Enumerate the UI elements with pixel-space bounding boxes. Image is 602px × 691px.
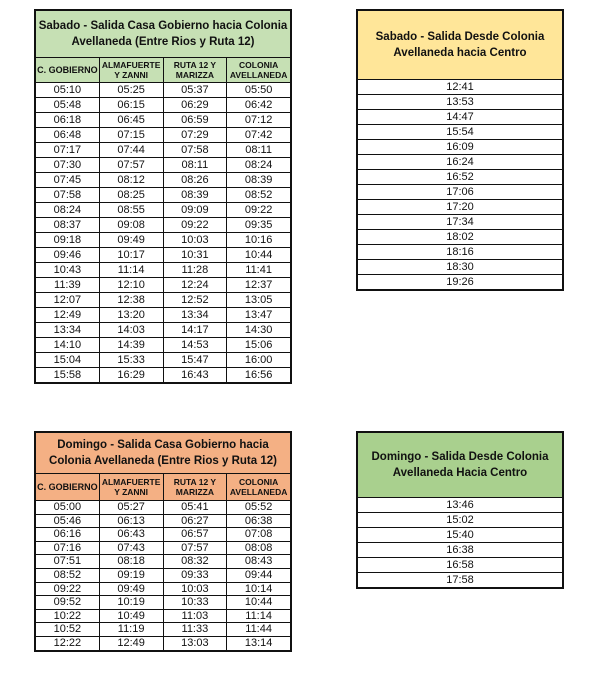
table-row	[36, 128, 291, 143]
table-row	[36, 188, 291, 203]
table-row	[358, 185, 563, 200]
table-row	[36, 263, 291, 278]
time-cell: 08:12	[99, 173, 163, 188]
time-cell: 09:49	[99, 582, 163, 596]
time-cell: 12:52	[163, 293, 227, 308]
table-row	[36, 173, 291, 188]
time-cell: 16:09	[358, 140, 563, 155]
time-cell: 15:04	[36, 353, 100, 368]
time-cell: 14:10	[36, 338, 100, 353]
time-cell: 10:31	[163, 248, 227, 263]
time-cell: 05:37	[163, 83, 227, 98]
time-cell: 07:08	[227, 528, 291, 542]
time-cell: 14:53	[163, 338, 227, 353]
time-cell: 14:17	[163, 323, 227, 338]
time-cell: 06:13	[99, 514, 163, 528]
time-cell: 07:29	[163, 128, 227, 143]
column-header: C. GOBIERNO	[36, 58, 100, 83]
time-cell: 10:03	[163, 233, 227, 248]
column-header: COLONIA AVELLANEDA	[227, 474, 291, 501]
table-row	[358, 170, 563, 185]
time-cell: 07:43	[99, 541, 163, 555]
time-cell: 05:52	[227, 501, 291, 515]
time-cell: 05:46	[36, 514, 100, 528]
column-header: RUTA 12 Y MARIZZA	[163, 58, 227, 83]
time-cell: 16:58	[358, 558, 563, 573]
table-row	[36, 568, 291, 582]
time-cell: 08:39	[227, 173, 291, 188]
table-row	[36, 501, 291, 515]
time-cell: 10:19	[99, 596, 163, 610]
time-cell: 06:18	[36, 113, 100, 128]
time-cell: 12:10	[99, 278, 163, 293]
time-cell: 12:07	[36, 293, 100, 308]
table-row	[36, 83, 291, 98]
time-cell: 12:24	[163, 278, 227, 293]
time-cell: 16:38	[358, 543, 563, 558]
time-cell: 13:14	[227, 636, 291, 650]
time-cell: 06:43	[99, 528, 163, 542]
time-cell: 08:32	[163, 555, 227, 569]
time-cell: 18:02	[358, 230, 563, 245]
time-cell: 10:17	[99, 248, 163, 263]
column-header-row	[36, 474, 291, 501]
time-cell: 07:58	[163, 143, 227, 158]
time-cell: 05:10	[36, 83, 100, 98]
time-cell: 15:54	[358, 125, 563, 140]
table-row	[36, 596, 291, 610]
time-cell: 06:38	[227, 514, 291, 528]
time-cell: 13:03	[163, 636, 227, 650]
time-cell: 16:52	[358, 170, 563, 185]
time-cell: 06:45	[99, 113, 163, 128]
time-cell: 16:24	[358, 155, 563, 170]
table-row	[36, 353, 291, 368]
column-header: RUTA 12 Y MARIZZA	[163, 474, 227, 501]
time-cell: 13:34	[36, 323, 100, 338]
table-row	[36, 368, 291, 383]
table-row	[358, 260, 563, 275]
time-cell: 15:06	[227, 338, 291, 353]
time-cell: 08:39	[163, 188, 227, 203]
table-row	[36, 233, 291, 248]
column-header: COLONIA AVELLANEDA	[227, 58, 291, 83]
time-cell: 06:15	[99, 98, 163, 113]
time-cell: 07:12	[227, 113, 291, 128]
domingo-vuelta-body	[358, 498, 563, 588]
time-cell: 16:43	[163, 368, 227, 383]
time-cell: 06:48	[36, 128, 100, 143]
time-cell: 13:34	[163, 308, 227, 323]
time-cell: 05:00	[36, 501, 100, 515]
time-cell: 14:30	[227, 323, 291, 338]
sabado-vuelta-title: Sabado - Salida Desde Colonia Avellaneda hacia Centro	[358, 11, 563, 80]
time-cell: 11:14	[99, 263, 163, 278]
time-cell: 08:52	[36, 568, 100, 582]
time-cell: 08:11	[163, 158, 227, 173]
time-cell: 18:30	[358, 260, 563, 275]
time-cell: 09:33	[163, 568, 227, 582]
time-cell: 06:59	[163, 113, 227, 128]
time-cell: 17:06	[358, 185, 563, 200]
time-cell: 09:19	[99, 568, 163, 582]
time-cell: 05:27	[99, 501, 163, 515]
time-cell: 11:03	[163, 609, 227, 623]
time-cell: 12:49	[36, 308, 100, 323]
table-row	[358, 140, 563, 155]
sabado-ida-body	[36, 83, 291, 383]
table-row	[358, 275, 563, 290]
table-row	[358, 513, 563, 528]
table-row	[36, 323, 291, 338]
time-cell: 09:22	[36, 582, 100, 596]
time-cell: 17:20	[358, 200, 563, 215]
column-header: ALMAFUERTE Y ZANNI	[99, 58, 163, 83]
domingo-vuelta-table	[357, 432, 563, 588]
table-row	[36, 541, 291, 555]
time-cell: 16:29	[99, 368, 163, 383]
domingo-ida-body	[36, 501, 291, 651]
time-cell: 10:49	[99, 609, 163, 623]
time-cell: 15:58	[36, 368, 100, 383]
time-cell: 08:26	[163, 173, 227, 188]
sabado-ida-title: Sabado - Salida Casa Gobierno hacia Colonia Avellaneda (Entre Rios y Ruta 12)	[36, 11, 291, 58]
column-header: ALMAFUERTE Y ZANNI	[99, 474, 163, 501]
time-cell: 13:20	[99, 308, 163, 323]
time-cell: 09:22	[227, 203, 291, 218]
table-row	[36, 218, 291, 233]
time-cell: 11:19	[99, 623, 163, 637]
table-row	[358, 110, 563, 125]
time-cell: 12:49	[99, 636, 163, 650]
time-cell: 13:47	[227, 308, 291, 323]
sabado-vuelta-body	[358, 80, 563, 290]
time-cell: 08:24	[36, 203, 100, 218]
table-row	[36, 113, 291, 128]
table-row	[358, 215, 563, 230]
table-row	[358, 245, 563, 260]
time-cell: 16:56	[227, 368, 291, 383]
time-cell: 09:52	[36, 596, 100, 610]
time-cell: 07:58	[36, 188, 100, 203]
table-row	[36, 338, 291, 353]
table-row	[36, 203, 291, 218]
time-cell: 15:40	[358, 528, 563, 543]
table-row	[36, 98, 291, 113]
time-cell: 15:47	[163, 353, 227, 368]
time-cell: 09:35	[227, 218, 291, 233]
time-cell: 10:22	[36, 609, 100, 623]
time-cell: 11:41	[227, 263, 291, 278]
table-row	[358, 230, 563, 245]
time-cell: 05:41	[163, 501, 227, 515]
time-cell: 11:33	[163, 623, 227, 637]
time-cell: 13:53	[358, 95, 563, 110]
time-cell: 09:08	[99, 218, 163, 233]
time-cell: 15:02	[358, 513, 563, 528]
time-cell: 07:51	[36, 555, 100, 569]
time-cell: 09:18	[36, 233, 100, 248]
time-cell: 13:05	[227, 293, 291, 308]
time-cell: 08:52	[227, 188, 291, 203]
time-cell: 11:39	[36, 278, 100, 293]
time-cell: 07:42	[227, 128, 291, 143]
table-row	[358, 80, 563, 95]
table-row	[36, 293, 291, 308]
time-cell: 07:16	[36, 541, 100, 555]
time-cell: 19:26	[358, 275, 563, 290]
time-cell: 08:18	[99, 555, 163, 569]
time-cell: 12:37	[227, 278, 291, 293]
time-cell: 07:45	[36, 173, 100, 188]
time-cell: 06:42	[227, 98, 291, 113]
time-cell: 08:24	[227, 158, 291, 173]
table-row	[358, 528, 563, 543]
time-cell: 08:37	[36, 218, 100, 233]
time-cell: 07:57	[99, 158, 163, 173]
time-cell: 07:15	[99, 128, 163, 143]
table-row	[358, 95, 563, 110]
table-row	[358, 125, 563, 140]
time-cell: 10:33	[163, 596, 227, 610]
table-row	[36, 158, 291, 173]
time-cell: 14:03	[99, 323, 163, 338]
time-cell: 17:58	[358, 573, 563, 588]
table-row	[36, 636, 291, 650]
table-row	[36, 623, 291, 637]
time-cell: 10:43	[36, 263, 100, 278]
time-cell: 07:57	[163, 541, 227, 555]
time-cell: 10:44	[227, 248, 291, 263]
domingo-ida-title: Domingo - Salida Casa Gobierno hacia Colonia Avellaneda (Entre Rios y Ruta 12)	[36, 433, 291, 474]
table-row	[36, 308, 291, 323]
time-cell: 07:17	[36, 143, 100, 158]
time-cell: 14:39	[99, 338, 163, 353]
column-header: C. GOBIERNO	[36, 474, 100, 501]
column-header-row	[36, 58, 291, 83]
time-cell: 06:57	[163, 528, 227, 542]
time-cell: 10:44	[227, 596, 291, 610]
time-cell: 10:52	[36, 623, 100, 637]
table-row	[358, 200, 563, 215]
time-cell: 05:48	[36, 98, 100, 113]
time-cell: 13:46	[358, 498, 563, 513]
sabado-vuelta-table	[357, 10, 563, 290]
table-row	[358, 573, 563, 588]
table-row	[358, 155, 563, 170]
time-cell: 07:44	[99, 143, 163, 158]
table-row	[358, 558, 563, 573]
time-cell: 12:22	[36, 636, 100, 650]
time-cell: 07:30	[36, 158, 100, 173]
table-row	[36, 248, 291, 263]
time-cell: 15:33	[99, 353, 163, 368]
time-cell: 05:50	[227, 83, 291, 98]
time-cell: 09:46	[36, 248, 100, 263]
table-row	[36, 609, 291, 623]
time-cell: 12:38	[99, 293, 163, 308]
time-cell: 09:49	[99, 233, 163, 248]
table-row	[36, 278, 291, 293]
table-row	[36, 582, 291, 596]
table-row	[358, 498, 563, 513]
time-cell: 10:03	[163, 582, 227, 596]
table-row	[358, 543, 563, 558]
sabado-ida-table	[35, 10, 291, 383]
time-cell: 18:16	[358, 245, 563, 260]
time-cell: 10:16	[227, 233, 291, 248]
time-cell: 17:34	[358, 215, 563, 230]
table-row	[36, 555, 291, 569]
time-cell: 11:14	[227, 609, 291, 623]
time-cell: 09:44	[227, 568, 291, 582]
domingo-vuelta-title: Domingo - Salida Desde Colonia Avellaneda Hacia Centro	[358, 433, 563, 498]
time-cell: 05:25	[99, 83, 163, 98]
time-cell: 08:11	[227, 143, 291, 158]
table-row	[36, 514, 291, 528]
table-row	[36, 528, 291, 542]
time-cell: 14:47	[358, 110, 563, 125]
time-cell: 06:29	[163, 98, 227, 113]
time-cell: 10:14	[227, 582, 291, 596]
time-cell: 06:16	[36, 528, 100, 542]
time-cell: 11:28	[163, 263, 227, 278]
time-cell: 08:43	[227, 555, 291, 569]
time-cell: 08:55	[99, 203, 163, 218]
time-cell: 08:08	[227, 541, 291, 555]
time-cell: 06:27	[163, 514, 227, 528]
time-cell: 16:00	[227, 353, 291, 368]
table-row	[36, 143, 291, 158]
time-cell: 09:09	[163, 203, 227, 218]
time-cell: 11:44	[227, 623, 291, 637]
time-cell: 08:25	[99, 188, 163, 203]
time-cell: 12:41	[358, 80, 563, 95]
time-cell: 09:22	[163, 218, 227, 233]
domingo-ida-table	[35, 432, 291, 651]
